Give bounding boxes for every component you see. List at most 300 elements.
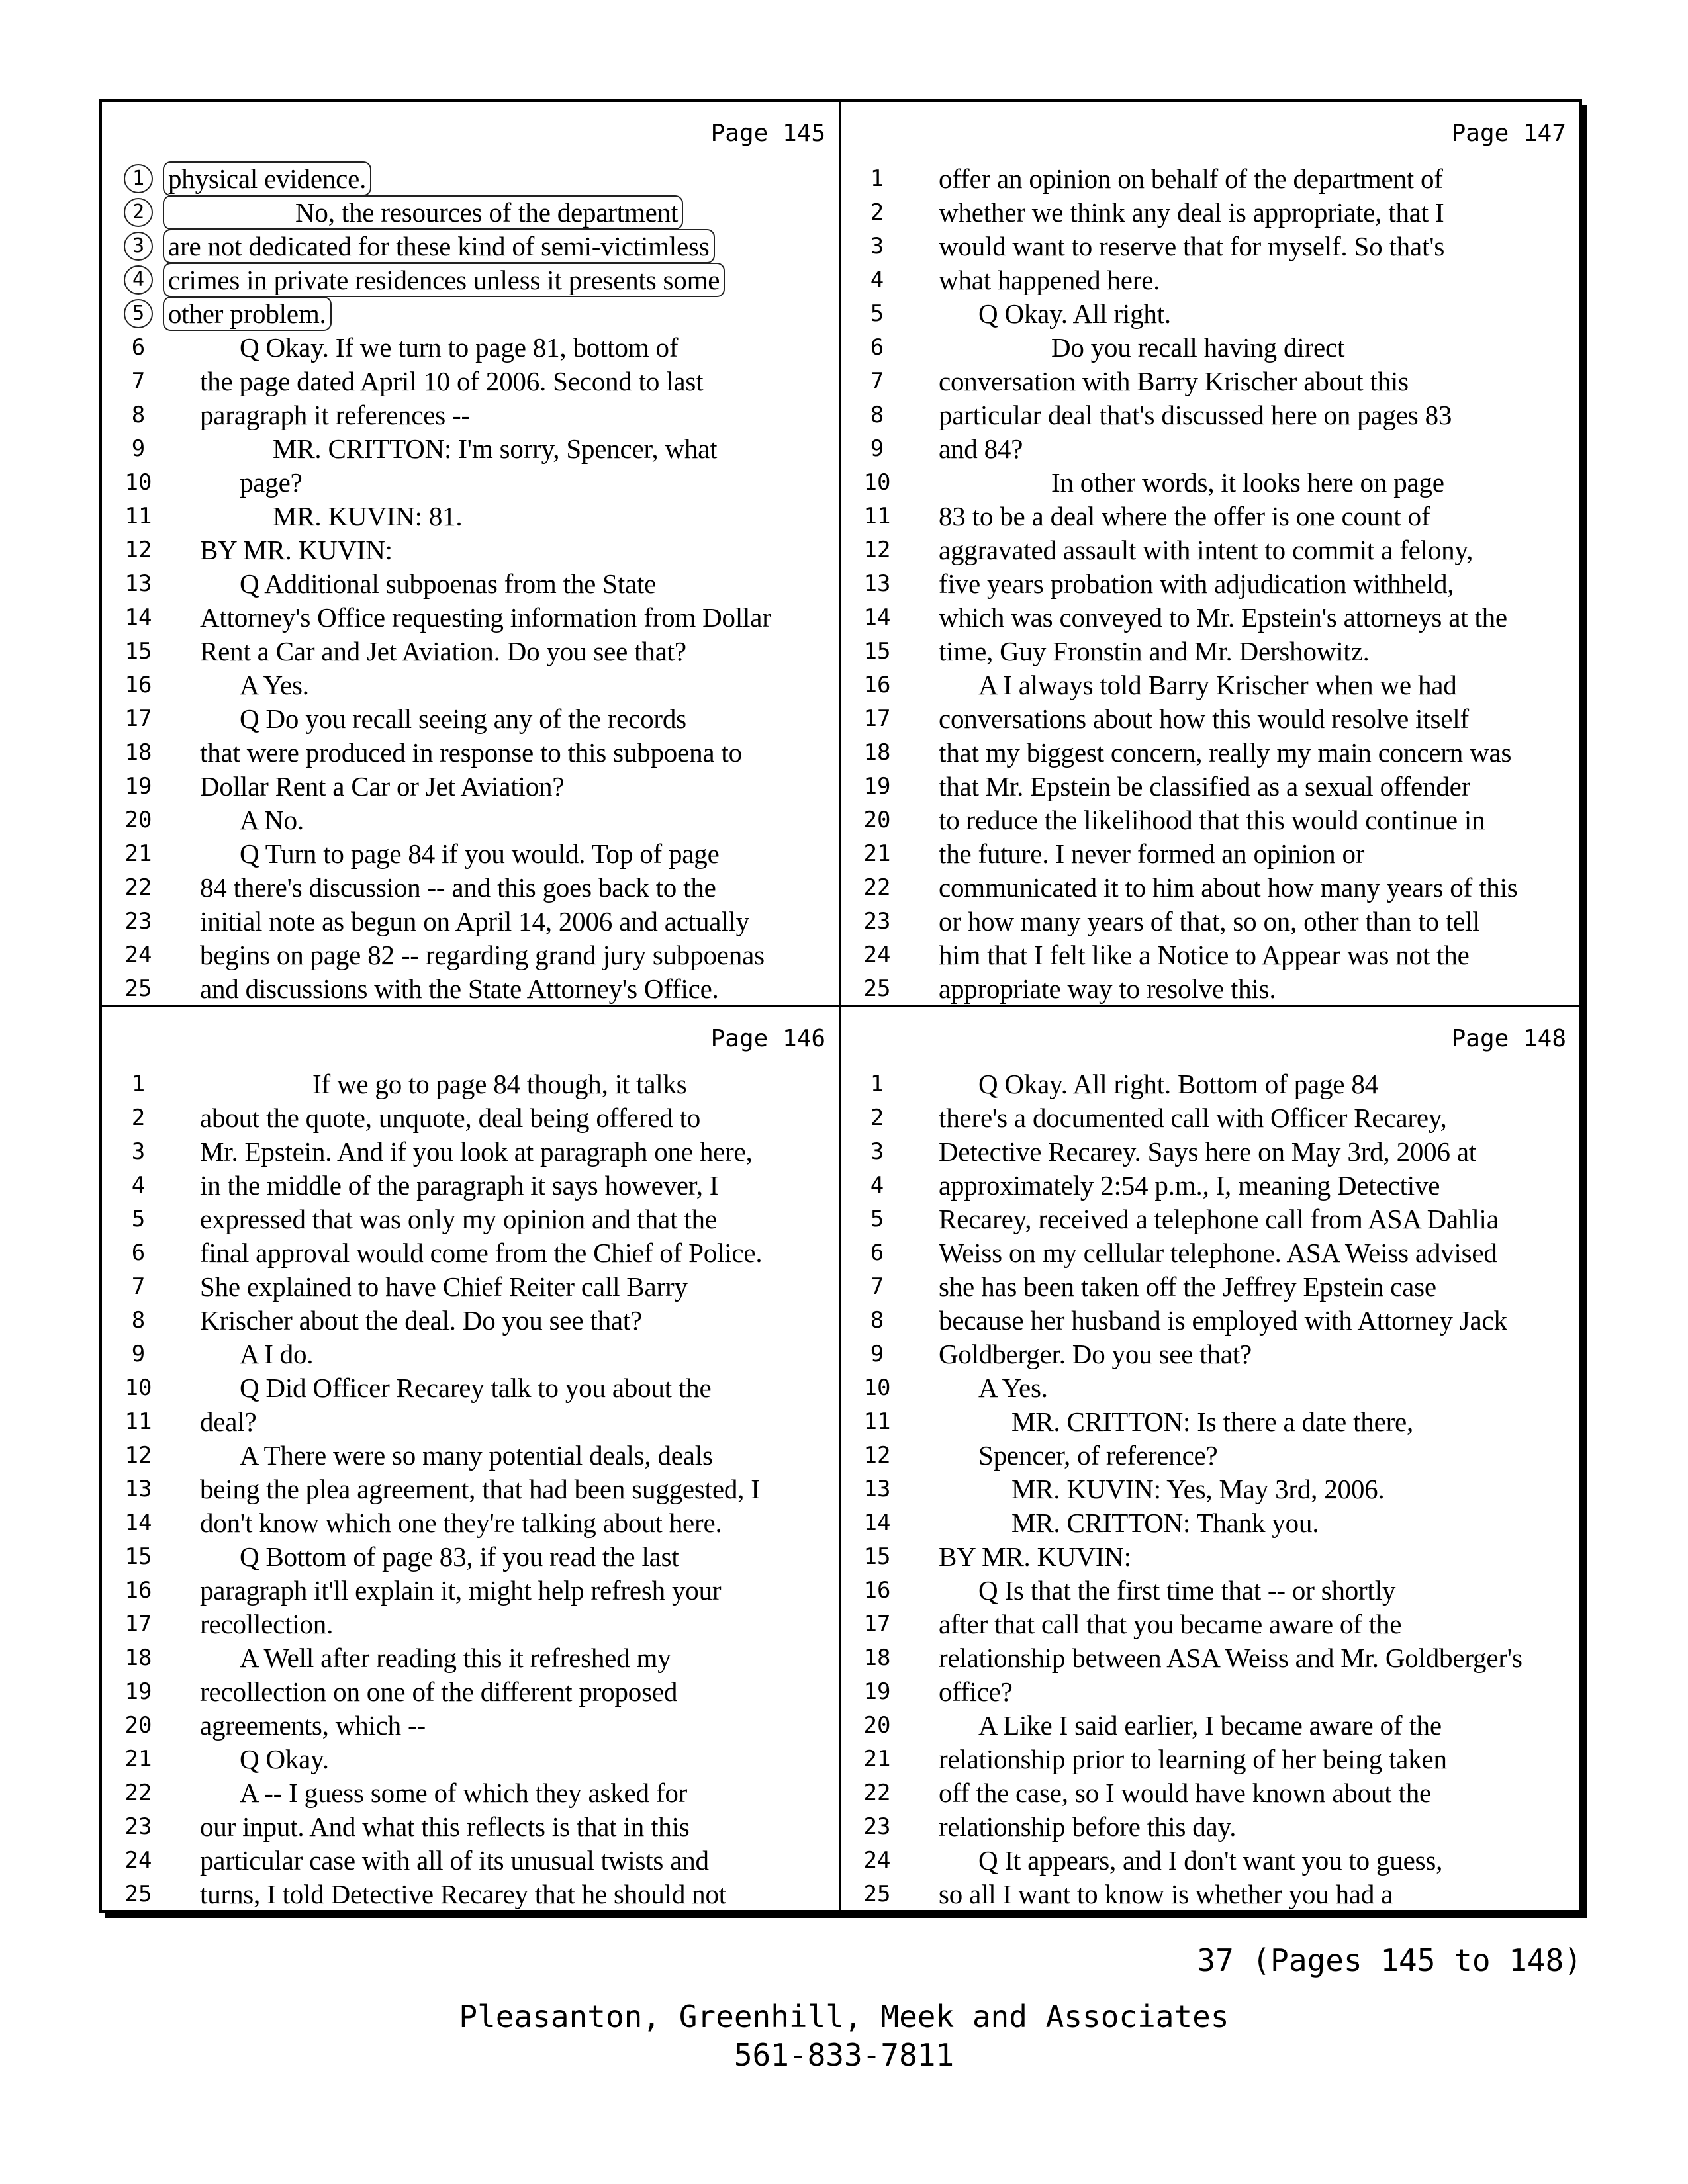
- line-text: Q Do you recall seeing any of the records: [240, 703, 686, 734]
- line-number: 12: [124, 1441, 152, 1469]
- line-number: 7: [131, 1273, 146, 1300]
- line-text: so all I want to know is whether you had a: [939, 1878, 1393, 1909]
- line-number: 5: [131, 1205, 146, 1232]
- line-number: [109, 198, 168, 227]
- line-number: 12: [863, 1441, 891, 1469]
- line-number: 23: [124, 907, 152, 934]
- line-text: Rent a Car and Jet Aviation. Do you see that?: [200, 635, 686, 666]
- line-number: 24: [124, 941, 152, 968]
- transcript-line: [847, 600, 1569, 634]
- line-number: [109, 164, 168, 193]
- line-text: conversation with Barry Krischer about this: [939, 365, 1409, 396]
- transcript-line: [109, 432, 828, 465]
- line-text: turns, I told Detective Recarey that he should not: [200, 1878, 726, 1909]
- line-list: [847, 1067, 1569, 1911]
- line-text: Q It appears, and I don't want you to guess,: [978, 1844, 1443, 1876]
- transcript-line: [847, 1337, 1569, 1371]
- line-text: conversations about how this would resolve itself: [939, 703, 1469, 734]
- transcript-line: [847, 1101, 1569, 1134]
- transcript-line: [109, 195, 828, 229]
- transcript-line: [109, 735, 828, 769]
- transcript-line: [109, 972, 828, 1005]
- line-text: to reduce the likelihood that this would continue in: [939, 804, 1485, 835]
- line-text: Q Additional subpoenas from the State: [240, 568, 657, 599]
- transcript-line: [847, 668, 1569, 702]
- line-number: 14: [124, 1509, 152, 1536]
- line-number: 17: [124, 1610, 152, 1637]
- line-text: agreements, which --: [200, 1709, 426, 1741]
- line-text: expressed that was only my opinion and that the: [200, 1203, 717, 1234]
- line-text: MR. CRITTON: Is there a date there,: [1011, 1406, 1414, 1437]
- line-number: 3: [870, 1138, 884, 1165]
- line-number: [109, 265, 168, 295]
- line-text: being the plea agreement, that had been suggested, I: [200, 1473, 760, 1504]
- line-text: Spencer, of reference?: [978, 1439, 1218, 1471]
- line-text: BY MR. KUVIN:: [200, 534, 393, 565]
- transcript-line: [109, 904, 828, 938]
- line-number: 4: [870, 1171, 884, 1199]
- line-text: initial note as begun on April 14, 2006 and actually: [200, 905, 749, 936]
- transcript-line: [847, 398, 1569, 432]
- line-number: 13: [863, 1475, 891, 1502]
- line-text: deal?: [200, 1406, 257, 1437]
- transcript-line: [109, 1101, 828, 1134]
- circled-line-number: 3: [124, 232, 153, 261]
- transcript-line: [109, 1438, 828, 1472]
- line-text: Krischer about the deal. Do you see that?: [200, 1304, 643, 1336]
- transcript-line: [109, 938, 828, 972]
- line-number: 5: [870, 300, 884, 327]
- line-number: 21: [863, 1745, 891, 1772]
- line-number: 1: [870, 165, 884, 192]
- line-number: 25: [863, 1880, 891, 1907]
- line-number: 11: [124, 502, 152, 529]
- line-text: Do you recall having direct: [1051, 332, 1345, 363]
- line-text: 84 there's discussion -- and this goes back to the: [200, 872, 716, 903]
- transcript-line: [109, 1303, 828, 1337]
- line-number: 22: [124, 1779, 152, 1806]
- line-number: 10: [124, 1374, 152, 1401]
- transcript-line: [109, 1236, 828, 1269]
- line-number: 14: [124, 604, 152, 631]
- transcript-line: [109, 1168, 828, 1202]
- firm-phone: 561-833-7811: [733, 2037, 955, 2073]
- circled-line-number: 5: [124, 299, 153, 328]
- line-number: 8: [870, 1306, 884, 1334]
- line-text: there's a documented call with Officer Recarey,: [939, 1102, 1447, 1133]
- transcript-line: [109, 702, 828, 735]
- line-number: 11: [863, 502, 891, 529]
- line-text: A Well after reading this it refreshed my: [240, 1642, 671, 1673]
- line-number: 13: [863, 570, 891, 597]
- line-text: Q Did Officer Recarey talk to you about the: [240, 1372, 712, 1403]
- line-number: 25: [124, 1880, 152, 1907]
- transcript-line: [109, 1539, 828, 1573]
- line-list: [109, 161, 828, 1005]
- transcript-line: [847, 904, 1569, 938]
- line-number: 3: [131, 1138, 146, 1165]
- line-text: that Mr. Epstein be classified as a sexual offender: [939, 770, 1471, 801]
- transcript-line: [109, 1269, 828, 1303]
- transcript-line: [109, 769, 828, 803]
- line-text: Recarey, received a telephone call from ASA Dahlia: [939, 1203, 1499, 1234]
- transcript-line: [109, 465, 828, 499]
- line-number: 14: [863, 604, 891, 631]
- line-text: MR. KUVIN: 81.: [273, 500, 463, 531]
- line-number: 20: [863, 1711, 891, 1739]
- line-text: Goldberger. Do you see that?: [939, 1338, 1252, 1369]
- line-number: 21: [863, 840, 891, 867]
- line-number: 23: [863, 1813, 891, 1840]
- transcript-line: [847, 263, 1569, 296]
- line-number: 6: [870, 1239, 884, 1266]
- line-number: 16: [124, 1576, 152, 1604]
- line-text: A -- I guess some of which they asked for: [240, 1777, 688, 1808]
- transcript-line: [109, 364, 828, 398]
- line-number: 18: [124, 739, 152, 766]
- line-number: 5: [870, 1205, 884, 1232]
- transcript-line: [109, 1674, 828, 1708]
- transcript-sheet: [99, 99, 1582, 1913]
- transcript-line: [109, 499, 828, 533]
- line-number: 11: [124, 1408, 152, 1435]
- line-text: Q Okay. If we turn to page 81, bottom of: [240, 332, 679, 363]
- line-text: She explained to have Chief Reiter call Barry: [200, 1271, 688, 1302]
- line-number: 16: [124, 671, 152, 698]
- line-number: 24: [863, 941, 891, 968]
- line-number: 13: [124, 570, 152, 597]
- line-text: office?: [939, 1676, 1013, 1707]
- line-number: [109, 232, 168, 261]
- transcript-line: [847, 567, 1569, 600]
- line-number: 8: [131, 1306, 146, 1334]
- line-list: [109, 1067, 828, 1911]
- line-number: 8: [870, 401, 884, 428]
- line-number: 10: [863, 1374, 891, 1401]
- line-text: are not dedicated for these kind of semi-victimless: [163, 229, 715, 263]
- transcript-line: [109, 533, 828, 567]
- transcript-line: [109, 1337, 828, 1371]
- transcript-line: [847, 1776, 1569, 1809]
- page-count: 37 (Pages 145 to 148): [1197, 1942, 1582, 1978]
- line-text: whether we think any deal is appropriate, that I: [939, 197, 1444, 228]
- line-number: 25: [863, 975, 891, 1002]
- transcript-line: [109, 1742, 828, 1776]
- line-text: A There were so many potential deals, deals: [240, 1439, 713, 1471]
- transcript-line: [109, 1641, 828, 1674]
- transcript-line: [109, 803, 828, 837]
- line-text: which was conveyed to Mr. Epstein's attorneys at the: [939, 602, 1507, 633]
- transcript-line: [847, 1134, 1569, 1168]
- page-label: Page 145: [710, 120, 825, 147]
- panel-page-145: [102, 102, 841, 1007]
- line-text: A Like I said earlier, I became aware of the: [978, 1709, 1442, 1741]
- line-text: that my biggest concern, really my main concern was: [939, 737, 1512, 768]
- line-text: BY MR. KUVIN:: [939, 1541, 1131, 1572]
- line-text: begins on page 82 -- regarding grand jury subpoenas: [200, 939, 765, 970]
- firm-name: Pleasanton, Greenhill, Meek and Associates: [459, 1999, 1229, 2034]
- footer-block: [0, 1997, 1688, 2074]
- line-number: 24: [863, 1846, 891, 1874]
- line-text: recollection on one of the different proposed: [200, 1676, 678, 1707]
- transcript-line: [109, 1472, 828, 1506]
- line-number: 17: [863, 1610, 891, 1637]
- line-number: 9: [131, 435, 146, 462]
- circled-line-number: 1: [124, 164, 153, 193]
- line-text: In other words, it looks here on page: [1051, 467, 1444, 498]
- line-text: in the middle of the paragraph it says however, I: [200, 1169, 719, 1201]
- transcript-line: [847, 1708, 1569, 1742]
- line-number: 19: [124, 1678, 152, 1705]
- transcript-line: [109, 1404, 828, 1438]
- line-text: page?: [240, 467, 303, 498]
- transcript-line: [109, 1877, 828, 1911]
- transcript-line: [109, 229, 828, 263]
- transcript-line: [109, 600, 828, 634]
- line-text: relationship prior to learning of her being taken: [939, 1743, 1447, 1774]
- transcript-line: [847, 1202, 1569, 1236]
- transcript-line: [109, 1708, 828, 1742]
- line-number: 15: [124, 1543, 152, 1570]
- line-text: after that call that you became aware of the: [939, 1608, 1402, 1639]
- line-number: 11: [863, 1408, 891, 1435]
- transcript-line: [109, 1371, 828, 1404]
- line-text: Q Turn to page 84 if you would. Top of page: [240, 838, 720, 869]
- transcript-line: [109, 1573, 828, 1607]
- line-number: 22: [863, 1779, 891, 1806]
- transcript-line: [847, 1674, 1569, 1708]
- line-text: our input. And what this reflects is that in this: [200, 1811, 690, 1842]
- transcript-line: [847, 1809, 1569, 1843]
- line-number: 25: [124, 975, 152, 1002]
- line-number: 1: [870, 1070, 884, 1097]
- line-number: 9: [870, 1340, 884, 1367]
- line-text: and 84?: [939, 433, 1023, 464]
- transcript-line: [847, 1236, 1569, 1269]
- transcript-line: [109, 330, 828, 364]
- line-text: other problem.: [163, 296, 332, 331]
- line-number: 20: [863, 806, 891, 833]
- line-text: Q Okay. All right.: [978, 298, 1171, 329]
- line-number: 21: [124, 1745, 152, 1772]
- line-text: Q Okay.: [240, 1743, 329, 1774]
- line-number: 18: [863, 1644, 891, 1671]
- line-number: 16: [863, 1576, 891, 1604]
- transcript-line: [109, 1506, 828, 1539]
- transcript-line: [847, 1404, 1569, 1438]
- transcript-line: [847, 432, 1569, 465]
- transcript-line: [847, 634, 1569, 668]
- line-text: offer an opinion on behalf of the department of: [939, 163, 1443, 194]
- transcript-line: [847, 330, 1569, 364]
- line-number: 19: [124, 772, 152, 799]
- line-text: appropriate way to resolve this.: [939, 973, 1276, 1004]
- transcript-line: [847, 1573, 1569, 1607]
- line-text: paragraph it references --: [200, 399, 470, 430]
- line-text: about the quote, unquote, deal being offered to: [200, 1102, 701, 1133]
- page-label: Page 148: [1451, 1025, 1566, 1052]
- transcript-line: [847, 702, 1569, 735]
- line-number: 7: [870, 1273, 884, 1300]
- transcript-line: [109, 567, 828, 600]
- line-number: 2: [870, 199, 884, 226]
- line-number: 18: [863, 739, 891, 766]
- transcript-line: [847, 229, 1569, 263]
- panel-page-147: [841, 102, 1579, 1007]
- line-number: 2: [131, 1104, 146, 1131]
- line-text: because her husband is employed with Attorney Jack: [939, 1304, 1507, 1336]
- line-number: 4: [131, 1171, 146, 1199]
- transcript-line: [847, 938, 1569, 972]
- transcript-line: [109, 263, 828, 296]
- line-number: 15: [124, 637, 152, 664]
- transcript-line: [847, 1843, 1569, 1877]
- panel-page-148: [841, 1007, 1579, 1911]
- transcript-line: [847, 803, 1569, 837]
- transcript-line: [847, 972, 1569, 1005]
- page-label: Page 147: [1451, 120, 1566, 147]
- transcript-line: [847, 735, 1569, 769]
- transcript-line: [109, 1776, 828, 1809]
- transcript-line: [109, 161, 828, 195]
- transcript-line: [847, 1371, 1569, 1404]
- line-number: 22: [124, 874, 152, 901]
- line-number: 9: [131, 1340, 146, 1367]
- line-text: what happened here.: [939, 264, 1160, 295]
- transcript-line: [847, 1539, 1569, 1573]
- line-text: the page dated April 10 of 2006. Second to last: [200, 365, 704, 396]
- line-number: 3: [870, 232, 884, 259]
- line-number: 1: [131, 1070, 146, 1097]
- circled-line-number: 4: [124, 265, 153, 295]
- line-text: five years probation with adjudication withheld,: [939, 568, 1454, 599]
- circled-line-number: 2: [124, 198, 153, 227]
- line-text: she has been taken off the Jeffrey Epstein case: [939, 1271, 1436, 1302]
- transcript-line: [847, 1303, 1569, 1337]
- transcript-line: [109, 1067, 828, 1101]
- line-text: A No.: [240, 804, 304, 835]
- transcript-line: [109, 634, 828, 668]
- line-text: him that I felt like a Notice to Appear was not the: [939, 939, 1470, 970]
- line-number: 7: [870, 367, 884, 394]
- line-number: 23: [124, 1813, 152, 1840]
- line-text: physical evidence.: [163, 161, 371, 196]
- line-text: A Yes.: [240, 669, 309, 700]
- transcript-line: [847, 533, 1569, 567]
- transcript-line: [109, 1607, 828, 1641]
- line-text: A Yes.: [978, 1372, 1048, 1403]
- line-text: MR. CRITTON: I'm sorry, Spencer, what: [273, 433, 718, 464]
- transcript-line: [847, 870, 1569, 904]
- line-number: 6: [131, 1239, 146, 1266]
- line-number: 8: [131, 401, 146, 428]
- transcript-line: [847, 296, 1569, 330]
- transcript-line: [847, 364, 1569, 398]
- line-number: 12: [863, 536, 891, 563]
- line-text: A I do.: [240, 1338, 314, 1369]
- line-number: 13: [124, 1475, 152, 1502]
- transcript-line: [847, 1168, 1569, 1202]
- line-text: approximately 2:54 p.m., I, meaning Detective: [939, 1169, 1440, 1201]
- line-number: 6: [131, 334, 146, 361]
- line-text: MR. KUVIN: Yes, May 3rd, 2006.: [1011, 1473, 1385, 1504]
- transcript-line: [109, 296, 828, 330]
- line-number: 17: [863, 705, 891, 732]
- line-text: 83 to be a deal where the offer is one count of: [939, 500, 1430, 531]
- transcript-line: [847, 1742, 1569, 1776]
- transcript-line: [847, 195, 1569, 229]
- line-text: aggravated assault with intent to commit a felony,: [939, 534, 1474, 565]
- transcript-line: [847, 1506, 1569, 1539]
- line-number: 10: [124, 469, 152, 496]
- transcript-line: [847, 499, 1569, 533]
- line-text: Attorney's Office requesting information from Dollar: [200, 602, 771, 633]
- line-text: or how many years of that, so on, other than to tell: [939, 905, 1480, 936]
- line-text: Dollar Rent a Car or Jet Aviation?: [200, 770, 565, 801]
- line-number: 9: [870, 435, 884, 462]
- line-text: If we go to page 84 though, it talks: [312, 1068, 687, 1099]
- transcript-line: [847, 1641, 1569, 1674]
- line-number: 23: [863, 907, 891, 934]
- line-text: particular case with all of its unusual twists and: [200, 1844, 709, 1876]
- line-number: 20: [124, 1711, 152, 1739]
- line-text: paragraph it'll explain it, might help refresh your: [200, 1574, 722, 1606]
- line-text: Detective Recarey. Says here on May 3rd, 2006 at: [939, 1136, 1477, 1167]
- line-number: 15: [863, 1543, 891, 1570]
- line-number: 4: [870, 266, 884, 293]
- transcript-line: [109, 1843, 828, 1877]
- transcript-line: [847, 1877, 1569, 1911]
- line-text: the future. I never formed an opinion or: [939, 838, 1365, 869]
- transcript-line: [847, 1438, 1569, 1472]
- line-text: Q Okay. All right. Bottom of page 84: [978, 1068, 1378, 1099]
- line-number: 21: [124, 840, 152, 867]
- transcript-line: [109, 668, 828, 702]
- line-number: 22: [863, 874, 891, 901]
- line-number: 16: [863, 671, 891, 698]
- line-number: 19: [863, 772, 891, 799]
- transcript-line: [109, 398, 828, 432]
- transcript-line: [109, 1202, 828, 1236]
- transcript-line: [847, 1269, 1569, 1303]
- page-label: Page 146: [710, 1025, 825, 1052]
- transcript-line: [847, 161, 1569, 195]
- line-text: crimes in private residences unless it presents some: [163, 263, 725, 297]
- line-number: [109, 299, 168, 328]
- transcript-line: [847, 837, 1569, 870]
- line-number: 7: [131, 367, 146, 394]
- line-text: particular deal that's discussed here on pages 83: [939, 399, 1452, 430]
- line-number: 19: [863, 1678, 891, 1705]
- line-text: time, Guy Fronstin and Mr. Dershowitz.: [939, 635, 1370, 666]
- line-number: 2: [870, 1104, 884, 1131]
- transcript-line: [847, 465, 1569, 499]
- line-text: Weiss on my cellular telephone. ASA Weiss advised: [939, 1237, 1497, 1268]
- line-number: 15: [863, 637, 891, 664]
- line-list: [847, 161, 1569, 1005]
- line-text: No, the resources of the department: [163, 195, 683, 230]
- line-text: relationship before this day.: [939, 1811, 1237, 1842]
- line-text: and discussions with the State Attorney's Office.: [200, 973, 719, 1004]
- line-number: 18: [124, 1644, 152, 1671]
- line-number: 14: [863, 1509, 891, 1536]
- line-text: would want to reserve that for myself. So that's: [939, 230, 1445, 261]
- line-number: 12: [124, 536, 152, 563]
- line-number: 6: [870, 334, 884, 361]
- transcript-line: [109, 870, 828, 904]
- line-text: that were produced in response to this subpoena to: [200, 737, 742, 768]
- line-text: Mr. Epstein. And if you look at paragraph one here,: [200, 1136, 753, 1167]
